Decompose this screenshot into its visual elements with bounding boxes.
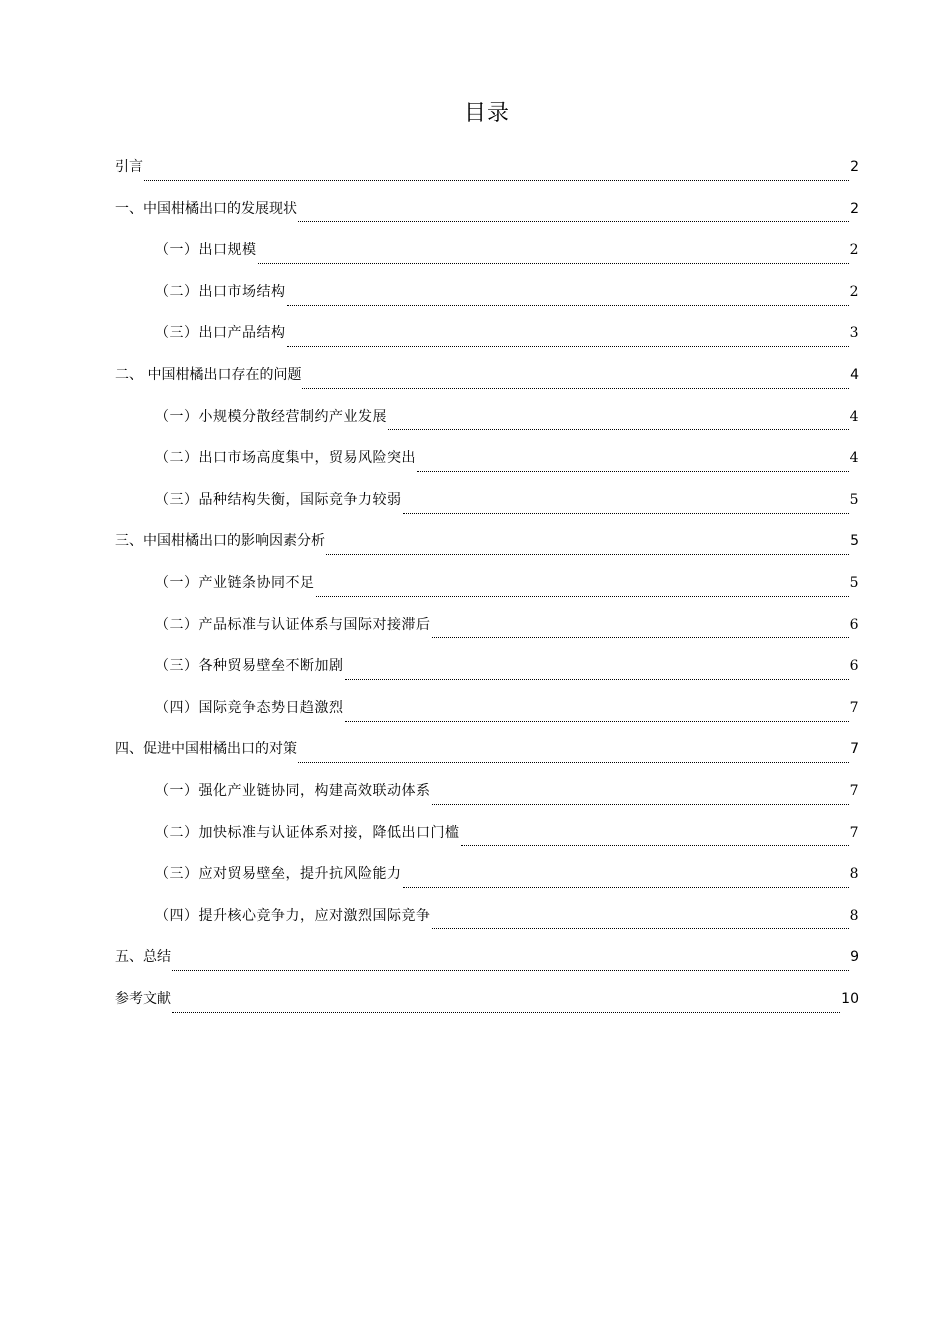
toc-entry[interactable] — [115, 239, 859, 281]
toc-dot-leader — [316, 595, 849, 597]
toc-dot-leader — [345, 720, 849, 722]
toc-page-number: 5 — [849, 574, 859, 591]
toc-entry[interactable] — [115, 946, 859, 988]
toc-dot-leader — [432, 803, 849, 805]
toc-entry[interactable] — [115, 489, 859, 531]
toc-page-number: 7 — [849, 824, 859, 841]
toc-entry-label: 参考文献 — [115, 990, 171, 1007]
toc-dot-leader — [287, 304, 849, 306]
toc-dot-leader — [403, 512, 849, 514]
toc-entry[interactable] — [115, 198, 859, 240]
toc-entry[interactable] — [115, 863, 859, 905]
toc-dot-leader — [388, 428, 849, 430]
toc-page-number: 5 — [850, 533, 859, 550]
toc-page-number: 8 — [849, 866, 859, 883]
toc-dot-leader — [403, 886, 849, 888]
toc-dot-leader — [417, 470, 849, 472]
toc-entry[interactable] — [115, 905, 859, 947]
toc-dot-leader — [258, 262, 849, 264]
toc-entry[interactable] — [115, 697, 859, 739]
toc-page-number: 2 — [849, 283, 859, 300]
toc-dot-leader — [298, 761, 849, 763]
toc-page-number: 2 — [850, 159, 859, 175]
toc-page-number: 7 — [849, 699, 859, 716]
toc-entry-label: （二）出口市场结构 — [155, 283, 286, 300]
toc-entry[interactable] — [115, 988, 859, 1030]
toc-page-number: 10 — [841, 990, 859, 1007]
toc-entry-label: （三）品种结构失衡，国际竞争力较弱 — [155, 491, 402, 508]
toc-entry[interactable] — [115, 738, 859, 780]
toc-dot-leader — [432, 927, 849, 929]
toc-dot-leader — [144, 179, 849, 181]
toc-dot-leader — [172, 1011, 840, 1013]
toc-page-number: 8 — [849, 907, 859, 924]
toc-entry-label: （二）加快标准与认证体系对接，降低出口门槛 — [155, 824, 460, 841]
toc-entry[interactable] — [115, 614, 859, 656]
toc-page-number: 2 — [850, 200, 859, 217]
toc-entry[interactable] — [115, 406, 859, 448]
toc-entry-label: 二、 中国柑橘出口存在的问题 — [115, 366, 302, 383]
toc-entry-label: 一、中国柑橘出口的发展现状 — [115, 200, 297, 217]
toc-dot-leader — [345, 678, 849, 680]
toc-entry[interactable] — [115, 572, 859, 614]
toc-entry-label: （二）产品标准与认证体系与国际对接滞后 — [155, 616, 431, 633]
toc-entry-label: （三）应对贸易壁垒，提升抗风险能力 — [155, 866, 402, 883]
toc-dot-leader — [432, 636, 849, 638]
toc-entry-label: （四）国际竞争态势日趋激烈 — [155, 699, 344, 716]
toc-page-number: 9 — [850, 949, 859, 966]
toc-dot-leader — [302, 387, 849, 389]
toc-entry-label: （三）出口产品结构 — [155, 325, 286, 342]
toc-entry[interactable] — [115, 822, 859, 864]
toc-page-number: 4 — [849, 450, 859, 467]
toc-entry[interactable] — [115, 655, 859, 697]
toc-page-number: 6 — [849, 658, 859, 675]
toc-entry-label: 引言 — [115, 159, 143, 175]
toc-entry[interactable] — [115, 364, 859, 406]
toc-entry[interactable] — [115, 322, 859, 364]
table-of-contents — [115, 156, 859, 1029]
toc-entry-label: 五、总结 — [115, 949, 171, 966]
toc-entry-label: （一）出口规模 — [155, 242, 257, 259]
toc-dot-leader — [326, 553, 849, 555]
toc-entry[interactable] — [115, 780, 859, 822]
toc-page-number: 2 — [849, 242, 859, 259]
toc-entry-label: （四）提升核心竞争力，应对激烈国际竞争 — [155, 907, 431, 924]
toc-entry-label: 三、中国柑橘出口的影响因素分析 — [115, 533, 325, 550]
toc-entry-label: （三）各种贸易壁垒不断加剧 — [155, 658, 344, 675]
toc-entry-label: （一）小规模分散经营制约产业发展 — [155, 408, 387, 425]
toc-dot-leader — [172, 969, 849, 971]
toc-page-number: 4 — [850, 366, 859, 383]
toc-dot-leader — [287, 345, 849, 347]
toc-entry[interactable] — [115, 156, 859, 198]
toc-entry-label: （一）强化产业链协同，构建高效联动体系 — [155, 782, 431, 799]
toc-page-number: 7 — [849, 782, 859, 799]
toc-page-number: 6 — [849, 616, 859, 633]
toc-entry[interactable] — [115, 530, 859, 572]
page-title: 目录 — [463, 101, 510, 126]
toc-page-number: 7 — [850, 741, 859, 758]
toc-dot-leader — [298, 220, 849, 222]
toc-entry-label: （二）出口市场高度集中，贸易风险突出 — [155, 450, 416, 467]
toc-page-number: 4 — [849, 408, 859, 425]
toc-entry-label: （一）产业链条协同不足 — [155, 574, 315, 591]
toc-page-number: 3 — [849, 325, 859, 342]
toc-entry-label: 四、促进中国柑橘出口的对策 — [115, 741, 297, 758]
toc-dot-leader — [461, 844, 849, 846]
toc-entry[interactable] — [115, 281, 859, 323]
toc-page-number: 5 — [849, 491, 859, 508]
toc-entry[interactable] — [115, 447, 859, 489]
